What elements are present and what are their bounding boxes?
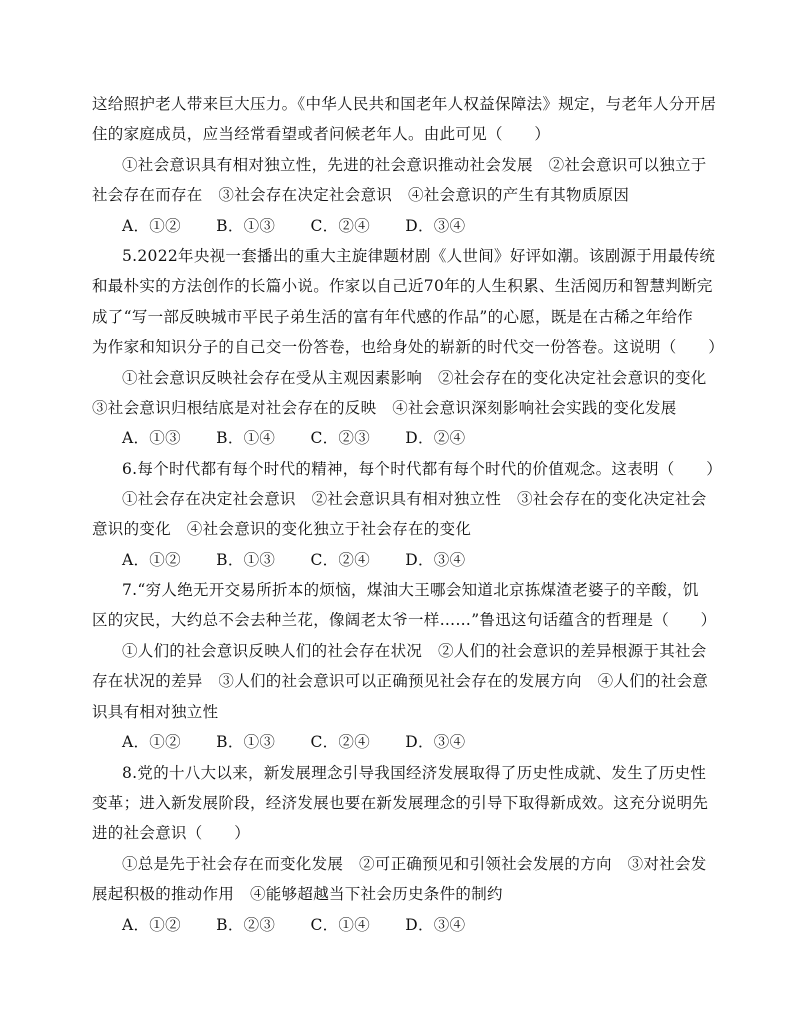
q4-option-d[interactable]: D．③④ [405, 217, 466, 235]
q5-stem-line2: 和最朴实的方法创作的长篇小说。作家以自己近70年的人生积累、生活阅历和智慧判断完 [92, 277, 713, 295]
q5-option-d[interactable]: D．②④ [405, 429, 466, 447]
q5-options [122, 428, 495, 448]
q6-option-b[interactable]: B．①③ [216, 551, 276, 569]
q4-option-b[interactable]: B．①③ [216, 217, 276, 235]
q8-option-c[interactable]: C．①④ [310, 916, 371, 934]
q8-statement-line1: ①总是先于社会存在而变化发展 ②可正确预见和引领社会发展的方向 ③对社会发 [122, 855, 707, 873]
q5-option-a[interactable]: A．①③ [122, 429, 181, 447]
q6-statement-line1: ①社会存在决定社会意识 ②社会意识具有相对独立性 ③社会存在的变化决定社会 [122, 490, 707, 508]
q7-stem-line1: 7.“穷人绝无开交易所折本的烦恼，煤油大王哪会知道北京拣煤渣老婆子的辛酸，饥 [122, 581, 699, 599]
q7-statement-line2: 存在状况的差异 ③人们的社会意识可以正确预见社会存在的发展方向 ④人们的社会意 [92, 672, 709, 690]
q8-option-d[interactable]: D．③④ [405, 916, 466, 934]
q7-statement-line3: 识具有相对独立性 [92, 703, 219, 721]
q6-option-a[interactable]: A．①② [122, 551, 181, 569]
q4-option-a[interactable]: A．①② [122, 217, 181, 235]
q5-option-b[interactable]: B．①④ [216, 429, 276, 447]
q6-statement-line2: 意识的变化 ④社会意识的变化独立于社会存在的变化 [92, 520, 472, 538]
q8-option-b[interactable]: B．②③ [216, 916, 276, 934]
q7-statement-line1: ①人们的社会意识反映人们的社会存在状况 ②人们的社会意识的差异根源于其社会 [122, 642, 707, 660]
q4-statement-line2: 社会存在而存在 ③社会存在决定社会意识 ④社会意识的产生有其物质原因 [92, 186, 630, 204]
q8-stem-line2: 变革；进入新发展阶段，经济发展也要在新发展理念的引导下取得新成效。这充分说明先 [92, 794, 709, 812]
q4-statement-line1: ①社会意识具有相对独立性，先进的社会意识推动社会发展 ②社会意识可以独立于 [122, 156, 707, 174]
q7-option-c[interactable]: C．②④ [310, 733, 371, 751]
q6-option-c[interactable]: C．②④ [310, 551, 371, 569]
q8-statement-line2: 展起积极的推动作用 ④能够超越当下社会历史条件的制约 [92, 885, 503, 903]
q7-option-b[interactable]: B．①③ [216, 733, 276, 751]
q8-option-a[interactable]: A．①② [122, 916, 181, 934]
q8-stem-line3: 进的社会意识（ ） [92, 824, 251, 842]
q4-stem-line1: 这给照护老人带来巨大压力。《中华人民共和国老年人权益保障法》规定，与老年人分开居 [92, 95, 717, 113]
q7-options [122, 732, 495, 752]
q5-stem-line3: 成了“写一部反映城市平民子弟生活的富有年代感的作品”的心愿，既是在古稀之年给作 [92, 308, 694, 326]
q5-statement-line2: ③社会意识归根结底是对社会存在的反映 ④社会意识深刻影响社会实践的变化发展 [92, 399, 677, 417]
q6-stem-line1: 6.每个时代都有每个时代的精神，每个时代都有每个时代的价值观念。这表明（ ） [122, 460, 722, 478]
q5-stem-line4: 为作家和知识分子的自己交一份答卷，也给身处的崭新的时代交一份答卷。这说明（ ） [92, 338, 725, 356]
q5-stem-line1: 5.2022年央视一套播出的重大主旋律题材剧《人世间》好评如潮。该剧源于用最传统 [122, 247, 716, 265]
q8-stem-line1: 8.党的十八大以来，新发展理念引导我国经济发展取得了历史性成就、发生了历史性 [122, 764, 707, 782]
q4-options [122, 216, 495, 236]
q5-option-c[interactable]: C．②③ [310, 429, 371, 447]
q4-stem-line2: 住的家庭成员，应当经常看望或者问候老年人。由此可见（ ） [92, 125, 551, 143]
q8-options [122, 915, 495, 935]
q7-option-a[interactable]: A．①② [122, 733, 181, 751]
q4-option-c[interactable]: C．②④ [310, 217, 371, 235]
q6-options [122, 550, 495, 570]
q6-option-d[interactable]: D．③④ [405, 551, 466, 569]
q7-option-d[interactable]: D．③④ [405, 733, 466, 751]
q5-statement-line1: ①社会意识反映社会存在受从主观因素影响 ②社会存在的变化决定社会意识的变化 [122, 369, 707, 387]
q7-stem-line2: 区的灾民，大约总不会去种兰花，像阔老太爷一样……”鲁迅这句话蕴含的哲理是（ ） [92, 611, 717, 629]
